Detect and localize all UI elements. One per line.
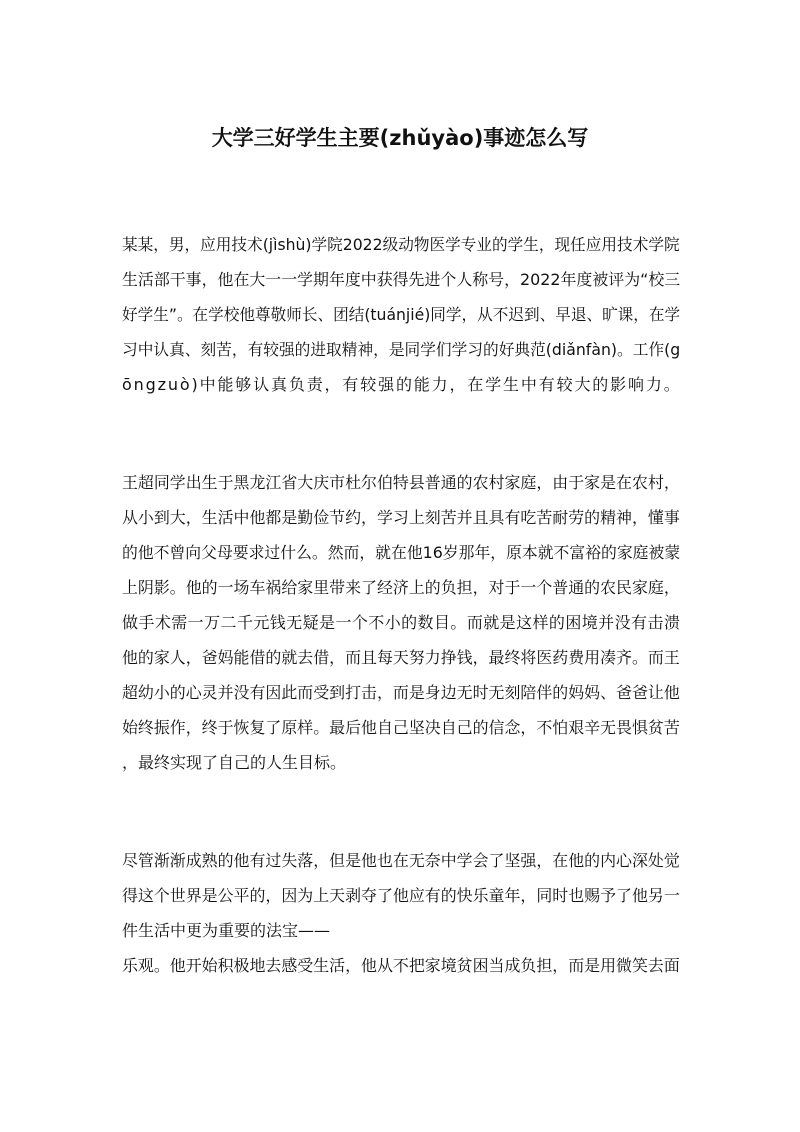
paragraph-3-line-4: 乐观。他开始积极地去感受生活，他从不把家境贫困当成负担，而是用微笑去面 [122,956,680,975]
paragraph-2-line-2: 从小到大，生活中他都是勤俭节约，学习上刻苦并且具有吃苦耐劳的精神，懂事 [122,508,680,527]
paragraph-2-line-1: 王超同学出生于黑龙江省大庆市杜尔伯特县普通的农村家庭，由于家是在农村， [122,473,680,492]
paragraph-1-line-2: 生活部干事，他在大一一学期年度中获得先进个人称号，2022年度被评为“校三 [122,270,681,289]
paragraph-3-line-1: 尽管渐渐成熟的他有过失落，但是他也在无奈中学会了坚强，在他的内心深处觉 [122,851,680,870]
paragraph-1-line-1: 某某，男，应用技术(jìshù)学院2022级动物医学专业的学生，现任应用技术学院 [122,235,680,254]
paragraph-1-line-4: 习中认真、刻苦，有较强的进取精神，是同学们学习的好典范(diǎnfàn)。工作(g [122,340,681,359]
page-title: 大学三好学生主要(zhǔyào)事迹怎么写 [211,126,589,150]
paragraph-2-line-6: 他的家人，爸妈能借的就去借，而且每天努力挣钱，最终将医药费用凑齐。而王 [122,648,680,667]
paragraph-2-line-7: 超幼小的心灵并没有因此而受到打击，而是身边无时无刻陪伴的妈妈、爸爸让他 [122,683,680,702]
paragraph-2-line-8: 始终振作，终于恢复了原样。最后他自己坚决自己的信念，不怕艰辛无畏惧贫苦 [122,718,680,737]
paragraph-2-line-5: 做手术需一万二千元钱无疑是一个不小的数目。而就是这样的困境并没有击溃 [122,613,681,632]
paragraph-3-line-2: 得这个世界是公平的，因为上天剥夺了他应有的快乐童年，同时也赐予了他另一 [122,886,680,905]
paragraph-2-line-4: 上阴影。他的一场车祸给家里带来了经济上的负担，对于一个普通的农民家庭， [122,578,680,597]
paragraph-1-line-3: 好学生”。在学校他尊敬师长、团结(tuánjié)同学，从不迟到、早退、旷课，在学 [122,305,681,324]
paragraph-3-line-3: 件生活中更为重要的法宝—— [122,921,331,940]
paragraph-2-line-9: ，最终实现了自己的人生目标。 [122,753,347,772]
paragraph-2-line-3: 的他不曾向父母要求过什么。然而，就在他16岁那年，原本就不富裕的家庭被蒙 [122,543,681,562]
paragraph-1-line-5: ōngzuò)中能够认真负责，有较强的能力，在学生中有较大的影响力。 [122,375,682,394]
